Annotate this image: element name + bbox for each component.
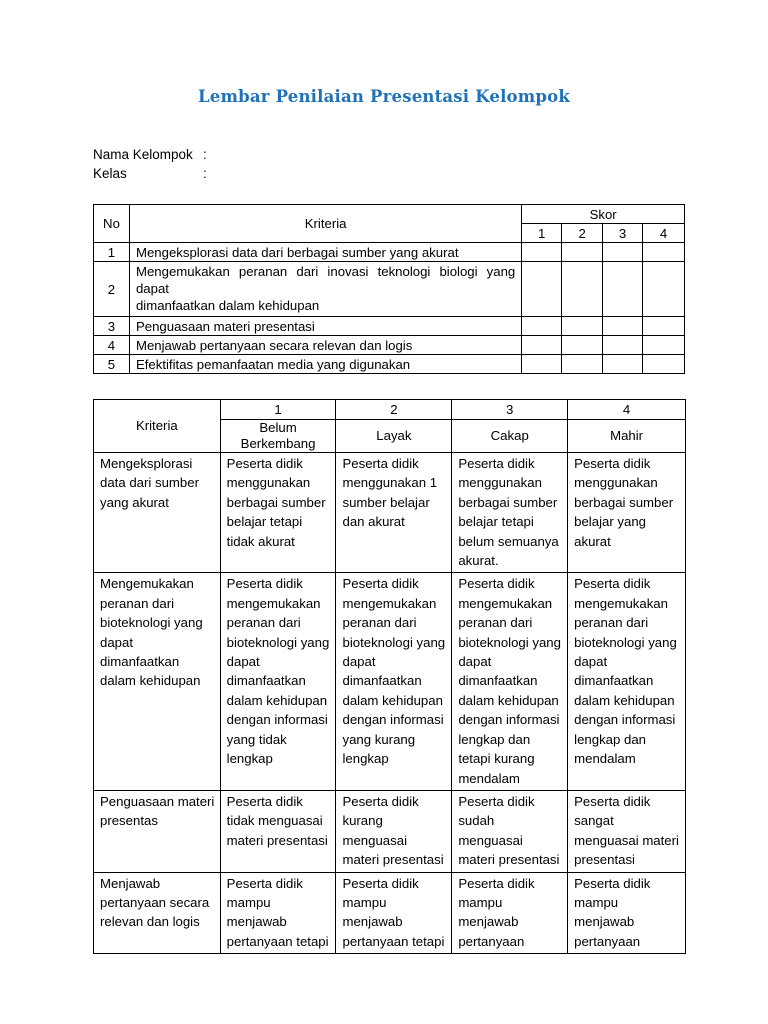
- rubric-criteria: Mengeksplorasi data dari sumber yang akurat: [94, 453, 221, 573]
- rubric-descriptor: Peserta didik mampu menjawab pertanyaan tetapi: [220, 872, 336, 954]
- table-row: [94, 317, 685, 336]
- row-number: 5: [94, 355, 130, 374]
- score-cell[interactable]: [643, 355, 685, 374]
- score-cell[interactable]: [562, 355, 603, 374]
- rubric-descriptor: Peserta didik tidak menguasai materi presentasi: [220, 790, 336, 872]
- rubric-descriptor: Peserta didik mengemukakan peranan dari bioteknologi yang dapat dimanfaatkan dalam kehidupan dengan informasi lengkap dan mendalam: [568, 573, 686, 790]
- score-level-2: 2: [562, 224, 603, 243]
- rubric-descriptor: Peserta didik menggunakan berbagai sumber belajar tetapi belum semuanya akurat.: [452, 453, 568, 573]
- rubric-descriptor: Peserta didik mampu menjawab pertanyaan: [568, 872, 686, 954]
- row-number: 2: [94, 262, 130, 317]
- rubric-descriptor: Peserta didik menggunakan berbagai sumber belajar yang akurat: [568, 453, 686, 573]
- table-row: [94, 243, 685, 262]
- header-no: No: [94, 205, 130, 243]
- score-cell[interactable]: [643, 336, 685, 355]
- rubric-level-number: 2: [336, 400, 452, 420]
- row-criteria: Mengeksplorasi data dari berbagai sumber yang akurat: [129, 243, 521, 262]
- score-level-3: 3: [603, 224, 643, 243]
- score-cell[interactable]: [522, 317, 562, 336]
- score-cell[interactable]: [603, 355, 643, 374]
- class-label: Kelas: [93, 166, 127, 181]
- score-cell[interactable]: [522, 336, 562, 355]
- page-title: Lembar Penilaian Presentasi Kelompok: [198, 87, 570, 106]
- score-cell[interactable]: [562, 243, 603, 262]
- score-level-4: 4: [643, 224, 685, 243]
- rubric-level-number: 3: [452, 400, 568, 420]
- row-criteria: [129, 262, 521, 317]
- score-cell[interactable]: [643, 243, 685, 262]
- score-cell[interactable]: [522, 243, 562, 262]
- row-number: 4: [94, 336, 130, 355]
- row-criteria: Menjawab pertanyaan secara relevan dan logis: [129, 336, 521, 355]
- score-cell[interactable]: [562, 262, 603, 317]
- table-row: [94, 790, 686, 872]
- rubric-criteria-header: Kriteria: [94, 400, 221, 453]
- group-name-field: [93, 147, 207, 162]
- score-cell[interactable]: [603, 317, 643, 336]
- class-field: [93, 166, 207, 181]
- rubric-level-number-row: [94, 400, 686, 420]
- table-row: [94, 355, 685, 374]
- rubric-criteria: Menjawab pertanyaan secara relevan dan logis: [94, 872, 221, 954]
- rubric-descriptor: Peserta didik mengemukakan peranan dari bioteknologi yang dapat dimanfaatkan dalam kehidupan dengan informasi lengkap dan tetapi kurang mendalam: [452, 573, 568, 790]
- rubric-level-name: Belum Berkembang: [220, 420, 336, 453]
- group-name-label: Nama Kelompok: [93, 147, 193, 162]
- rubric-level-name: Layak: [336, 420, 452, 453]
- score-cell[interactable]: [522, 262, 562, 317]
- rubric-descriptor: Peserta didik kurang menguasai materi presentasi: [336, 790, 452, 872]
- rubric-level-name: Cakap: [452, 420, 568, 453]
- class-separator: :: [203, 166, 207, 181]
- table-row: [94, 453, 686, 573]
- score-cell[interactable]: [643, 317, 685, 336]
- row-number: 3: [94, 317, 130, 336]
- rubric-descriptor: Peserta didik mampu menjawab pertanyaan tetapi: [336, 872, 452, 954]
- row-number: 1: [94, 243, 130, 262]
- rubric-level-number: 1: [220, 400, 336, 420]
- table-row: [94, 336, 685, 355]
- table-row: [94, 262, 685, 317]
- score-cell[interactable]: [562, 317, 603, 336]
- group-name-separator: :: [203, 147, 207, 162]
- rubric-descriptor: Peserta didik mengemukakan peranan dari bioteknologi yang dapat dimanfaatkan dalam kehidupan dengan informasi yang tidak lengkap: [220, 573, 336, 790]
- rubric-level-number: 4: [568, 400, 686, 420]
- score-cell[interactable]: [643, 262, 685, 317]
- rubric-descriptor: Peserta didik sudah menguasai materi presentasi: [452, 790, 568, 872]
- rubric-descriptor: Peserta didik sangat menguasai materi presentasi: [568, 790, 686, 872]
- row-criteria-line: Mengemukakan peranan dari inovasi teknologi biologi yang dapat: [135, 264, 516, 296]
- rubric-criteria: Mengemukakan peranan dari bioteknologi yang dapat dimanfaatkan dalam kehidupan: [94, 573, 221, 790]
- rubric-descriptor: Peserta didik mampu menjawab pertanyaan: [452, 872, 568, 954]
- score-cell[interactable]: [603, 243, 643, 262]
- score-cell[interactable]: [522, 355, 562, 374]
- rubric-criteria: Penguasaan materi presentas: [94, 790, 221, 872]
- score-table-header-row: [94, 205, 685, 224]
- row-criteria-line: dimanfaatkan dalam kehidupan: [135, 298, 320, 313]
- score-cell[interactable]: [603, 262, 643, 317]
- score-cell[interactable]: [603, 336, 643, 355]
- rubric-descriptor: Peserta didik menggunakan berbagai sumber belajar tetapi tidak akurat: [220, 453, 336, 573]
- table-row: [94, 872, 686, 954]
- header-criteria: Kriteria: [129, 205, 521, 243]
- rubric-descriptor: Peserta didik menggunakan 1 sumber belajar dan akurat: [336, 453, 452, 573]
- header-score: Skor: [522, 205, 685, 224]
- row-criteria: Efektifitas pemanfaatan media yang digunakan: [129, 355, 521, 374]
- table-row: [94, 573, 686, 790]
- score-cell[interactable]: [562, 336, 603, 355]
- rubric-table: [93, 399, 686, 954]
- row-criteria: Penguasaan materi presentasi: [129, 317, 521, 336]
- score-table: [93, 204, 685, 374]
- rubric-level-name: Mahir: [568, 420, 686, 453]
- rubric-descriptor: Peserta didik mengemukakan peranan dari bioteknologi yang dapat dimanfaatkan dalam kehidupan dengan informasi yang kurang lengkap: [336, 573, 452, 790]
- score-level-1: 1: [522, 224, 562, 243]
